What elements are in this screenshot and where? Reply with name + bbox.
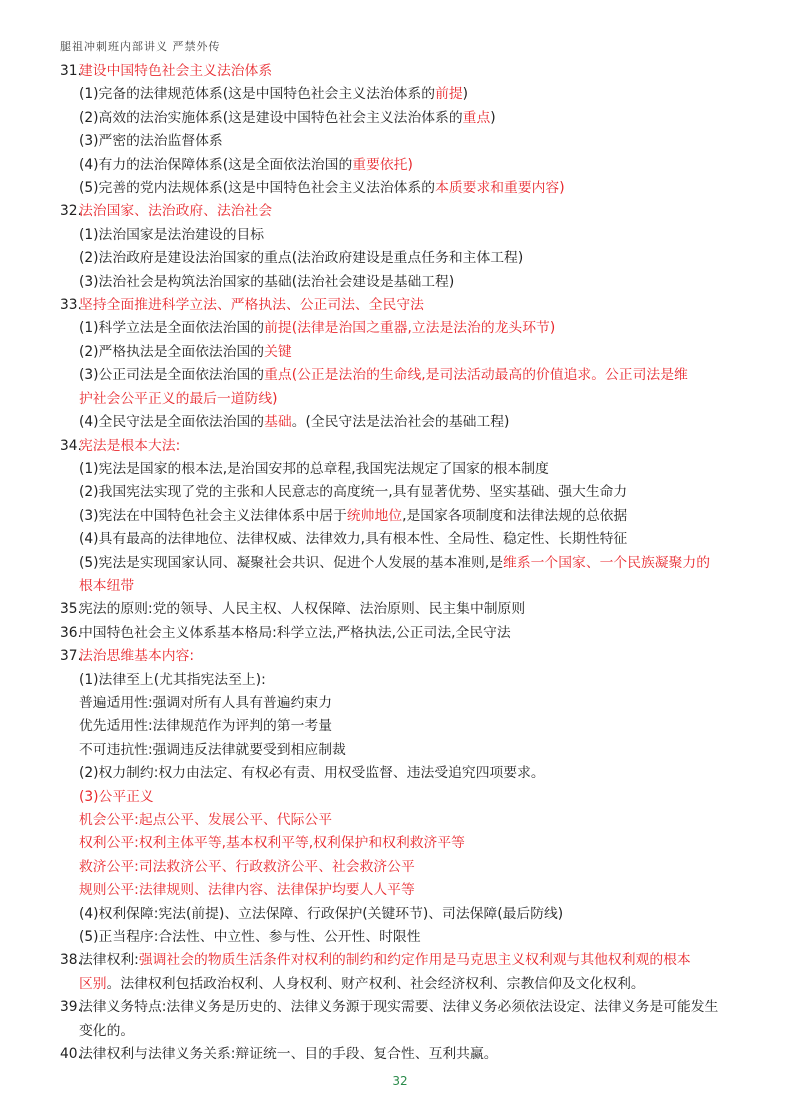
body-text: (3)法治社会是构筑法治国家的基础(法治社会建设是基础工程) bbox=[79, 273, 455, 290]
item-number: 37. bbox=[60, 648, 82, 665]
highlight-text: 统帅地位 bbox=[346, 507, 403, 524]
highlight-text: 宪法是根本大法: bbox=[79, 437, 181, 454]
item-heading bbox=[60, 645, 750, 668]
item-line bbox=[60, 481, 750, 504]
body-text: (2)法治政府是建设法治国家的重点(法治政府建设是重点任务和主体工程) bbox=[79, 250, 524, 267]
item-heading bbox=[60, 949, 750, 972]
highlight-text: 重要依托) bbox=[352, 156, 413, 173]
item-line bbox=[60, 903, 750, 926]
item-number: 34. bbox=[60, 437, 82, 454]
body-text: 优先适用性:法律规范作为评判的第一考量 bbox=[79, 718, 332, 735]
highlight-text: 救济公平:司法救济公平、行政救济公平、社会救济公平 bbox=[79, 858, 415, 875]
body-text: 法律义务特点:法律义务是历史的、法律义务源于现实需要、法律义务必须依法设定、法律义务是可能发生 bbox=[79, 999, 719, 1016]
highlight-text: 根本纽带 bbox=[79, 577, 135, 594]
item-heading bbox=[60, 598, 750, 621]
notes-body bbox=[60, 60, 750, 1066]
item-line bbox=[60, 669, 750, 692]
item-line bbox=[60, 809, 750, 832]
page-number: 32 bbox=[392, 1074, 408, 1088]
body-text: (4)有力的法治保障体系(这是全面依法治国的 bbox=[79, 156, 353, 173]
body-text: (5)完善的党内法规体系(这是中国特色社会主义法治体系的 bbox=[79, 180, 436, 197]
highlight-text: (3)公平正义 bbox=[79, 788, 154, 805]
item-line bbox=[60, 832, 750, 855]
body-text: (2)严格执法是全面依法治国的 bbox=[79, 343, 265, 360]
body-text: ) bbox=[462, 86, 469, 103]
item-number: 31. bbox=[60, 63, 82, 79]
item-line bbox=[60, 973, 750, 996]
item-line bbox=[60, 224, 750, 247]
body-text: 中国特色社会主义体系基本格局:科学立法,严格执法,公正司法,全民守法 bbox=[79, 624, 511, 641]
item-line bbox=[60, 154, 750, 177]
highlight-text: 本质要求和重要内容) bbox=[435, 180, 565, 197]
body-text: (1)科学立法是全面依法治国的 bbox=[79, 320, 265, 337]
highlight-text: 前提 bbox=[435, 86, 463, 103]
body-text: (4)权利保障:宪法(前提)、立法保障、行政保护(关键环节)、司法保障(最后防线) bbox=[79, 905, 564, 922]
item-number: 33. bbox=[60, 297, 82, 314]
body-text: 普遍适用性:强调对所有人具有普遍约束力 bbox=[79, 694, 332, 711]
highlight-text: 法治国家、法治政府、法治社会 bbox=[79, 203, 273, 220]
item-heading bbox=[60, 622, 750, 645]
body-text: 变化的。 bbox=[79, 1022, 135, 1039]
highlight-text: 强调社会的物质生活条件对权利的制约和约定作用是马克思主义权利观与其他权利观的根本 bbox=[138, 952, 691, 969]
item-line bbox=[60, 364, 750, 387]
item-line bbox=[60, 552, 750, 575]
body-text: 。法律权利包括政治权利、人身权利、财产权利、社会经济权利、宗教信仰及文化权利。 bbox=[106, 975, 645, 992]
item-line bbox=[60, 317, 750, 340]
body-text: (2)高效的法治实施体系(这是建设中国特色社会主义法治体系的 bbox=[79, 109, 463, 126]
body-text: (5)宪法是实现国家认同、凝聚社会共识、促进个人发展的基本准则,是 bbox=[79, 554, 504, 571]
body-text: (4)具有最高的法律地位、法律权威、法律效力,具有根本性、全局性、稳定性、长期性特征 bbox=[79, 531, 628, 548]
body-text: (3)严密的法治监督体系 bbox=[79, 133, 223, 150]
item-number: 36. bbox=[60, 624, 82, 641]
body-text: (3)公正司法是全面依法治国的 bbox=[79, 367, 265, 384]
highlight-text: 前提(法律是治国之重器,立法是法治的龙头环节) bbox=[264, 320, 556, 337]
item-heading bbox=[60, 294, 750, 317]
body-text: (1)法律至上(尤其指宪法至上): bbox=[79, 671, 266, 688]
body-text: 宪法的原则:党的领导、人民主权、人权保障、法治原则、民主集中制原则 bbox=[79, 601, 526, 618]
body-text: (1)宪法是国家的根本法,是治国安邦的总章程,我国宪法规定了国家的根本制度 bbox=[79, 460, 549, 477]
item-heading bbox=[60, 996, 750, 1019]
page-header: 腿祖冲刺班内部讲义 严禁外传 bbox=[60, 40, 221, 53]
item-line bbox=[60, 341, 750, 364]
item-line bbox=[60, 177, 750, 200]
item-line bbox=[60, 739, 750, 762]
body-text: (5)正当程序:合法性、中立性、参与性、公开性、时限性 bbox=[79, 929, 421, 946]
highlight-text: 规则公平:法律规则、法律内容、法律保护均要人人平等 bbox=[79, 882, 415, 899]
item-line bbox=[60, 715, 750, 738]
item-line bbox=[60, 271, 750, 294]
item-line bbox=[60, 926, 750, 949]
item-heading bbox=[60, 1043, 750, 1066]
item-heading bbox=[60, 60, 750, 83]
item-line bbox=[60, 856, 750, 879]
item-number: 35. bbox=[60, 601, 82, 618]
item-number: 39. bbox=[60, 999, 82, 1016]
item-number: 40. bbox=[60, 1046, 82, 1063]
item-line bbox=[60, 1020, 750, 1043]
item-number: 38. bbox=[60, 952, 82, 969]
highlight-text: 坚持全面推进科学立法、严格执法、公正司法、全民守法 bbox=[79, 297, 424, 314]
body-text: (3)宪法在中国特色社会主义法律体系中居于 bbox=[79, 507, 347, 524]
item-line bbox=[60, 411, 750, 434]
item-line bbox=[60, 388, 750, 411]
item-heading bbox=[60, 200, 750, 223]
highlight-text: 建设中国特色社会主义法治体系 bbox=[79, 63, 273, 79]
body-text: (2)我国宪法实现了党的主张和人民意志的高度统一,具有显著优势、坚实基础、强大生命力 bbox=[79, 484, 628, 501]
item-line bbox=[60, 786, 750, 809]
item-line bbox=[60, 83, 750, 106]
highlight-text: 权利公平:权利主体平等,基本权利平等,权利保护和权利救济平等 bbox=[79, 835, 465, 852]
body-text: (2)权力制约:权力由法定、有权必有责、用权受监督、违法受追究四项要求。 bbox=[79, 765, 545, 782]
highlight-text: 关键 bbox=[264, 343, 292, 360]
item-heading bbox=[60, 435, 750, 458]
item-line bbox=[60, 505, 750, 528]
highlight-text: 区别 bbox=[79, 975, 107, 992]
item-line bbox=[60, 458, 750, 481]
highlight-text: 重点 bbox=[462, 109, 491, 126]
body-text: ,是国家各项制度和法律法规的总依据 bbox=[402, 507, 628, 524]
body-text: (4)全民守法是全面依法治国的 bbox=[79, 414, 265, 431]
item-line bbox=[60, 130, 750, 153]
item-line bbox=[60, 762, 750, 785]
item-line bbox=[60, 692, 750, 715]
item-line bbox=[60, 575, 750, 598]
body-text: ) bbox=[490, 109, 496, 126]
item-line bbox=[60, 528, 750, 551]
item-line bbox=[60, 247, 750, 270]
highlight-text: 护社会公平正义的最后一道防线) bbox=[79, 390, 278, 407]
item-line bbox=[60, 879, 750, 902]
highlight-text: 维系一个国家、一个民族凝聚力的 bbox=[503, 554, 710, 571]
body-text: 不可违抗性:强调违反法律就要受到相应制裁 bbox=[79, 741, 346, 758]
body-text: 法律权利与法律义务关系:辩证统一、目的手段、复合性、互利共赢。 bbox=[79, 1046, 498, 1063]
highlight-text: 基础 bbox=[264, 414, 292, 431]
item-line bbox=[60, 107, 750, 130]
body-text: (1)完备的法律规范体系(这是中国特色社会主义法治体系的 bbox=[79, 86, 436, 103]
item-number: 32. bbox=[60, 203, 82, 220]
highlight-text: 法治思维基本内容: bbox=[79, 648, 195, 665]
highlight-text: 机会公平:起点公平、发展公平、代际公平 bbox=[79, 812, 332, 828]
body-text: 。(全民守法是法治社会的基础工程) bbox=[291, 414, 510, 431]
body-text: (1)法治国家是法治建设的目标 bbox=[79, 226, 265, 243]
highlight-text: 重点(公正是法治的生命线,是司法活动最高的价值追求。公正司法是维 bbox=[264, 367, 688, 384]
body-text: 法律权利: bbox=[79, 952, 139, 969]
